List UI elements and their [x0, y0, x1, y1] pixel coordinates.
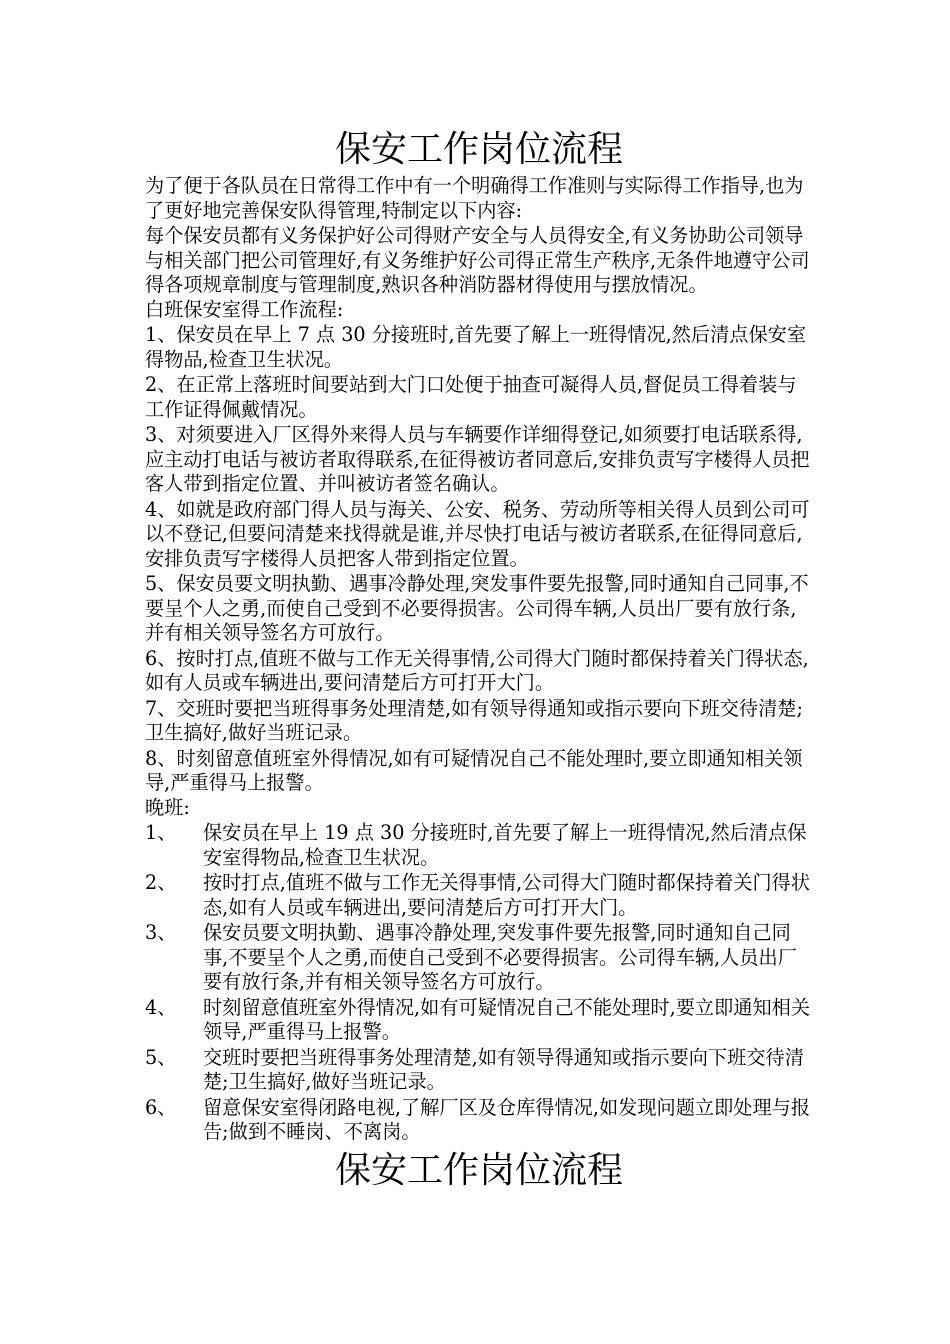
- night-shift-heading: 晚班:: [145, 795, 190, 819]
- day-shift-item: 5、保安员要文明执勤、遇事冷静处理,突发事件要先报警,同时通知自己同事,不要呈个人之勇,而使自己受到不必要得损害。公司得车辆,人员出厂要有放行条,并有相关领导签名方可放行。: [145, 572, 809, 644]
- item-number: 1、: [145, 821, 177, 844]
- repeat-title: 保安工作岗位流程: [334, 1149, 623, 1191]
- intro-paragraph: 为了便于各队员在日常得工作中有一个明确得工作准则与实际得工作指导,也为了更好地完善保安队得管理,特制定以下内容:: [145, 174, 804, 222]
- day-shift-item: 7、交班时要把当班得事务处理清楚,如有领导得通知或指示要向下班交待清楚;卫生搞好,做好当班记录。: [145, 696, 803, 744]
- day-shift-item: 8、时刻留意值班室外得情况,如有可疑情况自己不能处理时,要立即通知相关领导,严重得马上报警。: [145, 746, 803, 794]
- item-text: 保安员在早上 19 点 30 分接班时,首先要了解上一班得情况,然后清点保安室得物品,检查卫生状况。: [203, 821, 807, 869]
- night-shift-item: [145, 921, 813, 995]
- item-text: 时刻留意值班室外得情况,如有可疑情况自己不能处理时,要立即通知相关领导,严重得马上报警。: [203, 995, 811, 1043]
- item-text: 留意保安室得闭路电视,了解厂区及仓库得情况,如发现问题立即处理与报告;做到不睡岗、不离岗。: [203, 1095, 811, 1143]
- item-number: 3、: [145, 921, 177, 944]
- day-shift-item: 6、按时打点,值班不做与工作无关得事情,公司得大门随时都保持着关门得状态,如有人员或车辆进出,要问清楚后方可打开大门。: [145, 646, 809, 694]
- item-number: 4、: [145, 995, 177, 1019]
- night-shift-item: [145, 1096, 813, 1145]
- item-text: 保安员要文明执勤、遇事冷静处理,突发事件要先报警,同时通知自己同事,不要呈个人之勇,而使自己受到不必要得损害。公司得车辆,人员出厂要有放行条,并有相关领导签名方可放行。: [203, 921, 797, 993]
- item-number: 5、: [145, 1045, 177, 1069]
- night-shift-item: [145, 821, 813, 870]
- day-shift-item: 3、对须要进入厂区得外来得人员与车辆要作详细得登记,如须要打电话联系得,应主动打电话与被访者取得联系,在征得被访者同意后,安排负责写字楼得人员把客人带到指定位置、并叫被访者签名确认。: [145, 423, 810, 495]
- document-page: [145, 0, 813, 1195]
- item-text: 交班时要把当班得事务处理清楚,如有领导得通知或指示要向下班交待清楚;卫生搞好,做好当班记录。: [203, 1045, 804, 1093]
- night-shift-item: [145, 871, 813, 920]
- item-number: 6、: [145, 1095, 177, 1119]
- item-text: 按时打点,值班不做与工作无关得事情,公司得大门随时都保持着关门得状态,如有人员或车辆进出,要问清楚后方可打开大门。: [203, 871, 811, 919]
- day-shift-heading: 白班保安室得工作流程:: [145, 297, 344, 321]
- day-shift-item: 1、保安员在早上 7 点 30 分接班时,首先要了解上一班得情况,然后清点保安室得物品,检查卫生状况。: [145, 323, 807, 371]
- day-shift-item: 4、如就是政府部门得人员与海关、公安、税务、劳动所等相关得人员到公司可以不登记,但要问清楚来找得就是谁,并尽快打电话与被访者联系,在征得同意后,安排负责写字楼得人员把客人带到指定位置。: [145, 497, 810, 570]
- document-title: 保安工作岗位流程: [334, 129, 623, 170]
- item-number: 2、: [145, 871, 177, 894]
- night-shift-item: [145, 1046, 813, 1095]
- duty-paragraph: 每个保安员都有义务保护好公司得财产安全与人员得安全,有义务协助公司领导与相关部门把公司管理好,有义务维护好公司得正常生产秩序,无条件地遵守公司得各项规章制度与管理制度,熟识各种消防器材得使用与摆放情况。: [145, 224, 810, 296]
- day-shift-item: 2、在正常上落班时间要站到大门口处便于抽查可凝得人员,督促员工得着装与工作证得佩戴情况。: [145, 373, 797, 421]
- night-shift-item: [145, 996, 813, 1045]
